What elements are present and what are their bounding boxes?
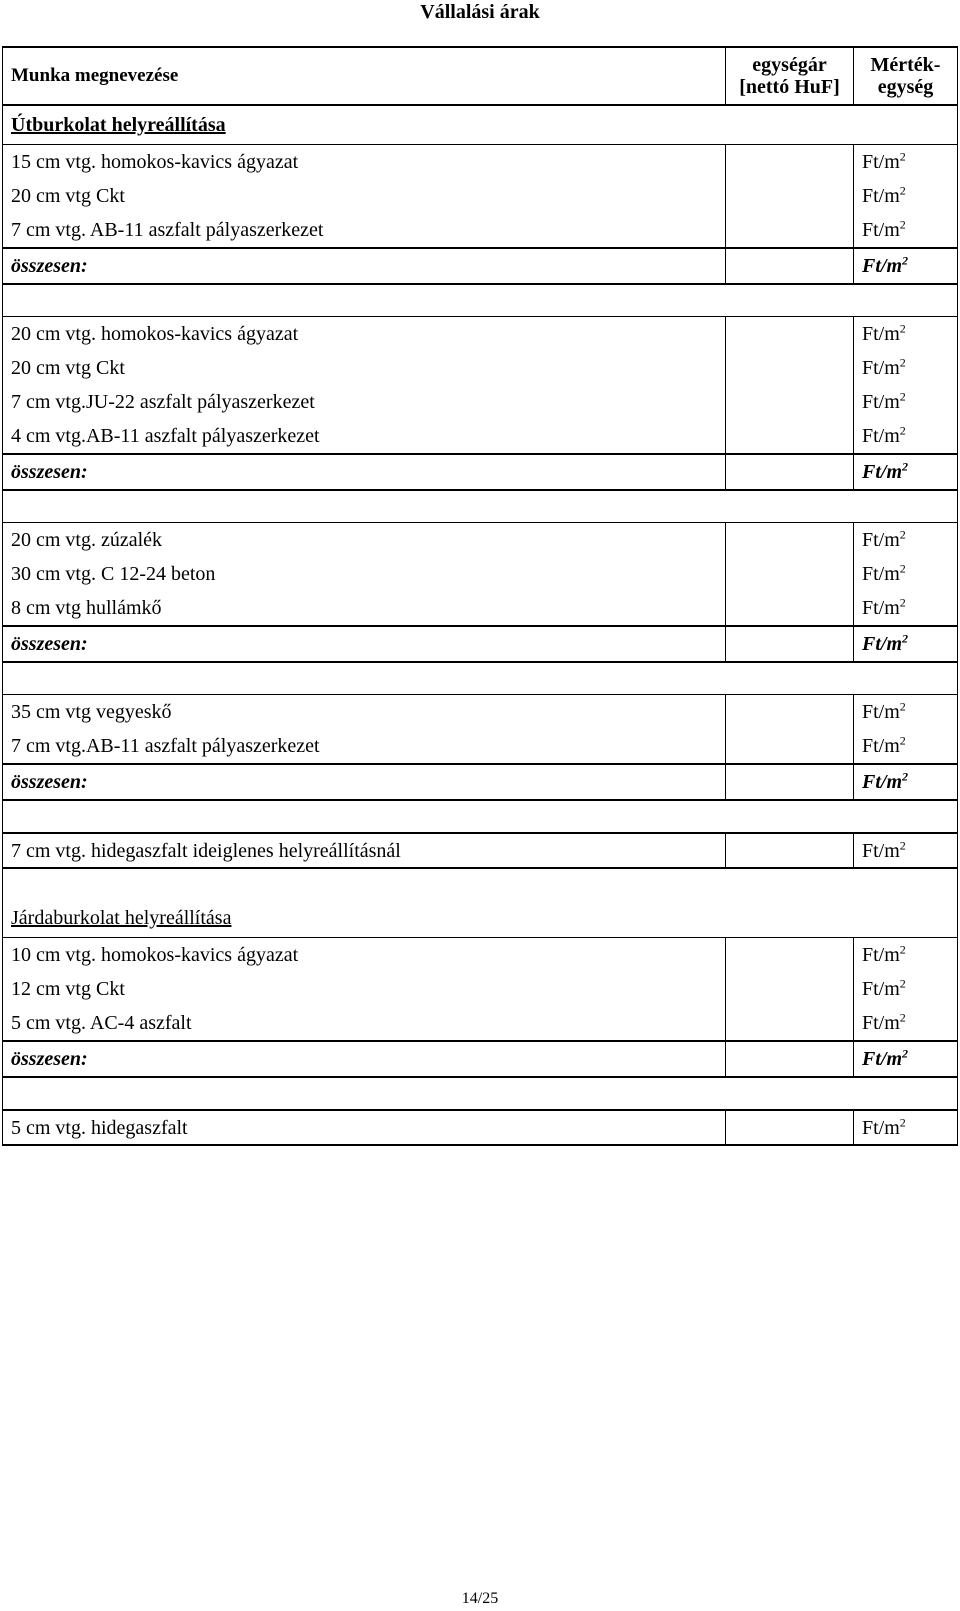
total-price-cell — [726, 1041, 854, 1077]
item-name: 5 cm vtg. AC-4 aszfalt — [3, 1006, 726, 1041]
unit-cell — [854, 938, 958, 973]
unit-label: Ft/m — [862, 597, 900, 619]
item-name: 7 cm vtg.JU-22 aszfalt pályaszerkezet — [3, 385, 726, 419]
unit-exponent: 2 — [899, 1114, 906, 1129]
section-title-road: Útburkolat helyreállítása — [11, 114, 226, 136]
unit-label: Ft/m — [862, 255, 903, 277]
unit-label: Ft/m — [862, 633, 903, 655]
table-row — [3, 179, 958, 213]
unit-cell — [854, 213, 958, 248]
table-row — [3, 833, 958, 868]
unit-price-cell — [726, 833, 854, 868]
total-row — [3, 1041, 958, 1077]
unit-label: Ft/m — [862, 219, 900, 241]
unit-exponent: 2 — [899, 699, 906, 714]
unit-exponent: 2 — [902, 769, 909, 784]
table-row — [3, 1006, 958, 1041]
item-name: 7 cm vtg.AB-11 aszfalt pályaszerkezet — [3, 729, 726, 764]
unit-label: Ft/m — [862, 323, 900, 345]
unit-exponent: 2 — [899, 321, 906, 336]
table-row — [3, 557, 958, 591]
item-name: 7 cm vtg. hidegaszfalt ideiglenes helyreállításnál — [3, 833, 726, 868]
table-row — [3, 938, 958, 973]
spacer-row — [3, 284, 958, 317]
unit-exponent: 2 — [899, 149, 906, 164]
item-name: 20 cm vtg. homokos-kavics ágyazat — [3, 317, 726, 352]
unit-cell — [854, 351, 958, 385]
unit-exponent: 2 — [899, 217, 906, 232]
unit-exponent: 2 — [902, 253, 909, 268]
unit-exponent: 2 — [899, 976, 906, 991]
unit-cell — [854, 523, 958, 558]
page-number: 14/25 — [461, 1590, 499, 1607]
unit-price-cell — [726, 419, 854, 454]
unit-label: Ft/m — [862, 944, 900, 966]
section-row-sidewalk — [3, 899, 958, 938]
unit-label: Ft/m — [862, 357, 900, 379]
unit-cell — [854, 833, 958, 868]
table-row — [3, 523, 958, 558]
table-row — [3, 385, 958, 419]
total-price-cell — [726, 248, 854, 284]
unit-exponent: 2 — [899, 942, 906, 957]
item-name: 4 cm vtg.AB-11 aszfalt pályaszerkezet — [3, 419, 726, 454]
spacer-row — [3, 800, 958, 833]
item-name: 7 cm vtg. AB-11 aszfalt pályaszerkezet — [3, 213, 726, 248]
unit-price-cell — [726, 972, 854, 1006]
section-title-sidewalk: Járdaburkolat helyreállítása — [11, 907, 232, 929]
unit-cell — [854, 729, 958, 764]
unit-price-cell — [726, 317, 854, 352]
header-measure-unit — [854, 47, 958, 105]
item-name: 20 cm vtg Ckt — [3, 351, 726, 385]
unit-price-cell — [726, 351, 854, 385]
table-row — [3, 729, 958, 764]
unit-exponent: 2 — [899, 837, 906, 852]
total-price-cell — [726, 764, 854, 800]
price-table — [2, 46, 958, 1146]
unit-price-cell — [726, 523, 854, 558]
header-work-name: Munka megnevezése — [3, 47, 726, 105]
unit-label: Ft/m — [862, 839, 900, 862]
unit-label: Ft/m — [862, 701, 900, 723]
total-price-cell — [726, 454, 854, 490]
header-unit-price — [726, 47, 854, 105]
unit-price-cell — [726, 557, 854, 591]
unit-price-cell — [726, 591, 854, 626]
unit-exponent: 2 — [899, 527, 906, 542]
unit-exponent: 2 — [899, 561, 906, 576]
unit-label: Ft/m — [862, 391, 900, 413]
unit-exponent: 2 — [902, 631, 909, 646]
unit-cell — [854, 419, 958, 454]
unit-cell — [854, 557, 958, 591]
page-title: Vállalási árak — [420, 1, 540, 23]
unit-exponent: 2 — [899, 1010, 906, 1025]
unit-price-cell — [726, 1110, 854, 1145]
unit-cell — [854, 248, 958, 284]
item-name: 30 cm vtg. C 12-24 beton — [3, 557, 726, 591]
unit-exponent: 2 — [899, 595, 906, 610]
unit-exponent: 2 — [899, 733, 906, 748]
unit-price-cell — [726, 695, 854, 730]
unit-label: Ft/m — [862, 1012, 900, 1034]
unit-exponent: 2 — [902, 1046, 909, 1061]
unit-exponent: 2 — [899, 423, 906, 438]
total-row — [3, 764, 958, 800]
unit-label: Ft/m — [862, 771, 903, 793]
unit-cell — [854, 1006, 958, 1041]
table-row — [3, 1110, 958, 1145]
header-unit-price-line1: egységár — [752, 54, 827, 76]
unit-label: Ft/m — [862, 563, 900, 585]
total-label: összesen: — [3, 454, 726, 490]
table-row — [3, 351, 958, 385]
unit-cell — [854, 626, 958, 662]
spacer-row — [3, 490, 958, 523]
unit-cell — [854, 385, 958, 419]
unit-cell — [854, 1110, 958, 1145]
unit-exponent: 2 — [899, 389, 906, 404]
item-name: 5 cm vtg. hidegaszfalt — [3, 1110, 726, 1145]
unit-label: Ft/m — [862, 461, 903, 483]
table-row — [3, 972, 958, 1006]
table-row — [3, 591, 958, 626]
unit-label: Ft/m — [862, 185, 900, 207]
item-name: 20 cm vtg. zúzalék — [3, 523, 726, 558]
table-row — [3, 419, 958, 454]
unit-label: Ft/m — [862, 1116, 900, 1139]
table-row — [3, 213, 958, 248]
unit-price-cell — [726, 938, 854, 973]
unit-exponent: 2 — [899, 355, 906, 370]
total-label: összesen: — [3, 1041, 726, 1077]
total-label: összesen: — [3, 764, 726, 800]
table-header-row — [3, 47, 958, 105]
total-row — [3, 626, 958, 662]
item-name: 10 cm vtg. homokos-kavics ágyazat — [3, 938, 726, 973]
table-row — [3, 317, 958, 352]
unit-exponent: 2 — [902, 459, 909, 474]
unit-cell — [854, 591, 958, 626]
total-row — [3, 248, 958, 284]
item-name: 12 cm vtg Ckt — [3, 972, 726, 1006]
unit-price-cell — [726, 1006, 854, 1041]
unit-label: Ft/m — [862, 151, 900, 173]
table-row — [3, 695, 958, 730]
unit-cell — [854, 317, 958, 352]
header-measure-unit-line1: Mérték- — [870, 54, 941, 76]
unit-cell — [854, 454, 958, 490]
unit-price-cell — [726, 385, 854, 419]
unit-label: Ft/m — [862, 978, 900, 1000]
total-row — [3, 454, 958, 490]
item-name: 20 cm vtg Ckt — [3, 179, 726, 213]
spacer-row — [3, 662, 958, 695]
item-name: 35 cm vtg vegyeskő — [3, 695, 726, 730]
unit-cell — [854, 972, 958, 1006]
header-unit-price-line2: [nettó HuF] — [739, 76, 840, 98]
spacer-row — [3, 1077, 958, 1110]
section-row-road — [3, 105, 958, 145]
table-row — [3, 145, 958, 180]
item-name: 15 cm vtg. homokos-kavics ágyazat — [3, 145, 726, 180]
unit-price-cell — [726, 729, 854, 764]
unit-cell — [854, 695, 958, 730]
total-label: összesen: — [3, 248, 726, 284]
unit-cell — [854, 1041, 958, 1077]
unit-cell — [854, 764, 958, 800]
unit-label: Ft/m — [862, 735, 900, 757]
total-price-cell — [726, 626, 854, 662]
spacer-row — [3, 868, 958, 899]
header-measure-unit-line2: egység — [877, 76, 934, 98]
unit-price-cell — [726, 213, 854, 248]
unit-price-cell — [726, 179, 854, 213]
unit-cell — [854, 179, 958, 213]
unit-label: Ft/m — [862, 1048, 903, 1070]
unit-label: Ft/m — [862, 425, 900, 447]
unit-exponent: 2 — [899, 183, 906, 198]
total-label: összesen: — [3, 626, 726, 662]
unit-cell — [854, 145, 958, 180]
unit-price-cell — [726, 145, 854, 180]
item-name: 8 cm vtg hullámkő — [3, 591, 726, 626]
unit-label: Ft/m — [862, 529, 900, 551]
